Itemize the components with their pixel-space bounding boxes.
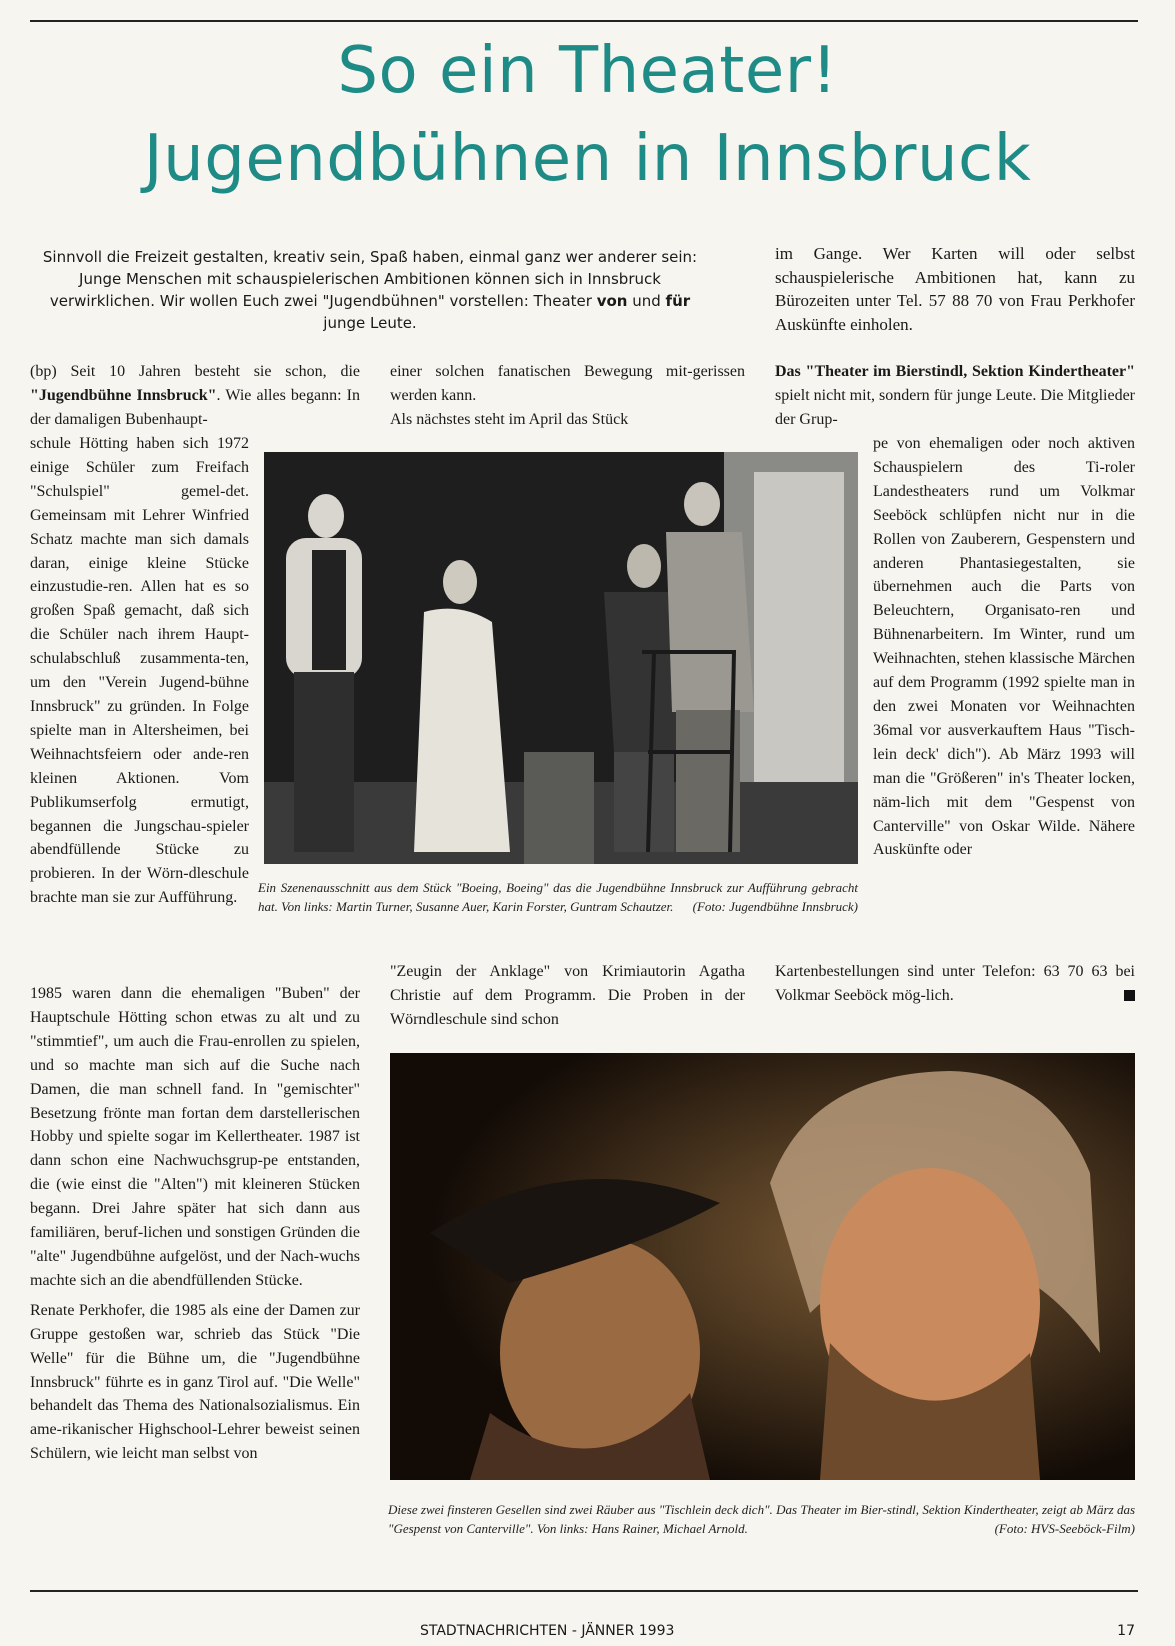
page-number: 17 [1117,1623,1135,1639]
column-3-bottom: Kartenbestellungen sind unter Telefon: 63 70 63 bei Volkmar Seeböck mög-lich. [775,963,1135,1004]
column-1-narrow: schule Hötting haben sich 1972 einige Schüler zum Freifach "Schulspiel" gemel-det. Gemeinsam mit Lehrer Winfried Schatz machte man sich damals daran, einige kleine Stücke einzustudie-ren. Allen hat es so großen Spaß gemacht, daß sich die Schüler nach ihrem Haupt-schulabschluß zusammenta-ten, um den "Verein Jugend-bühne Innsbruck" zu gründen. In Folge spielte man in Altersheimen, bei Weihnachtsfeiern oder ande-ren kleinen Aktionen. Vom Publikumserfolg ermutigt, begannen die Jungschau-spieler abendfüllende Stücke zu probieren. In der Wörn-dleschule brachte man sie zur Aufführung. [30,435,249,907]
intro-lead: Sinnvoll die Freizeit gestalten, kreativ sein, Spaß haben, einmal ganz wer anderer sein: Junge Menschen mit schauspielerischen Ambitionen können sich in Innsbruck verwirklichen. Wir wollen Euch zwei "Jugendbühnen" vorstellen: Theater von und für junge Leute. [42,248,698,332]
photo-1-credit: (Foto: Jugendbühne Innsbruck) [692,899,858,914]
publication-name: STADTNACHRICHTEN - JÄNNER 1993 [420,1623,675,1639]
headline-line-1: So ein Theater! [337,34,838,108]
column-1-paragraph-2: 1985 waren dann die ehemaligen "Buben" der Hauptschule Hötting schon etwas zu alt und zu "stimmtief", um auch die Frau-enrollen zu spielen, und so machte man sich auf die Suche nach Damen, die man schnell fand. In "gemischter" Besetzung frönte man fortan dem darstellerischen Hobby und spielte sogar im Kellertheater. 1987 ist dann schon eine Nachwuchsgrup-pe entstanden, die (wie einst die "Alten") mit kleineren Stücken begann. Drei Jahre später hat sich dann aus familiären, beruf-lichen und sonstigen Gründen die "alte" Jugendbühne aufgelöst, und der Nach-wuchs machte sich an die abendfüllenden Stücke. [30,985,360,1289]
photo-2-caption: Diese zwei finsteren Gesellen sind zwei Räuber aus "Tischlein deck dich". Das Theater im Bier-stindl, Sektion Kindertheater, zeigt ab März das "Gespenst von Canterville". Von links: Hans Rainer, Michael Arnold. (Foto: HVS-Seeböck-Film) [388,1502,1135,1536]
photo-1-caption: Ein Szenenausschnitt aus dem Stück "Boeing, Boeing" das die Jugendbühne Innsbruck zur Aufführung gebracht hat. Von links: Martin Turner, Susanne Auer, Karin Forster, Guntram Schautzer. (Foto: Jugendbühne Innsbruck) [258,880,858,914]
column-2-bottom: "Zeugin der Anklage" von Krimiautorin Agatha Christie auf dem Programm. Die Proben in der Wörndleschule sind schon [390,963,745,1028]
photo-2-credit: (Foto: HVS-Seeböck-Film) [994,1521,1135,1536]
column-3-narrow: pe von ehemaligen oder noch aktiven Schauspielern des Ti-roler Landestheaters rund um Volkmar Seeböck schlüpfen nicht nur in die Rollen von Zauberern, Gespenstern und anderen Phantasiegestalten, sie übernehmen auch die Parts von Beleuchtern, Organisato-ren und Bühnenarbeitern. Im Winter, rund um Weihnachten, stehen klassische Märchen auf dem Programm (1992 spielte man in den zwei Monaten vor Weihnachten 36mal vor ausverkauftem Haus "Tisch-lein deck' dich"). Ab März 1993 will man die "Größeren" in's Theater locken, näm-lich mit dem "Gespenst von Canterville" von Oskar Wilde. Nähere Auskünfte oder [873,435,1135,859]
robbers-illustration [390,1053,1135,1480]
photo-boeing-boeing-scene [264,452,858,864]
column-2-top: einer solchen fanatischen Bewegung mit-gerissen werden kann. Als nächstes steht im April das Stück [390,363,745,428]
column-1-bottom [30,982,360,1466]
end-of-article-mark [1124,990,1135,1001]
headline-line-2: Jugendbühnen in Innsbruck [143,122,1032,196]
column-3-top: Das "Theater im Bierstindl, Sektion Kindertheater" spielt nicht mit, sondern für junge Leute. Die Mitglieder der Grup- [775,363,1135,428]
photo-tischlein-deck-dich-robbers [390,1053,1135,1480]
column-1-paragraph-3: Renate Perkhofer, die 1985 als eine der Damen zur Gruppe gestoßen war, schrieb das Stück "Die Welle" für die Bühne um, die "Jugendbühne Innsbruck" führte es in ganz Tirol auf. "Die Welle" behandelt das Thema des Nationalsozialismus. Ein ame-rikanischer Highschool-Lehrer beweist seinen Schülern, wie leicht man selbst von [30,1301,360,1463]
intro-continuation: im Gange. Wer Karten will oder selbst schauspielerische Ambitionen hat, kann zu Bürozeiten unter Tel. 57 88 70 von Frau Perkhofer Auskünfte einholen. [775,244,1135,334]
stage-scene-illustration [264,452,858,864]
bottom-rule [30,1590,1138,1592]
column-1-top: (bp) Seit 10 Jahren besteht sie schon, die "Jugendbühne Innsbruck". Wie alles begann: In der damaligen Bubenhaupt- [30,363,361,428]
top-rule [30,20,1138,22]
